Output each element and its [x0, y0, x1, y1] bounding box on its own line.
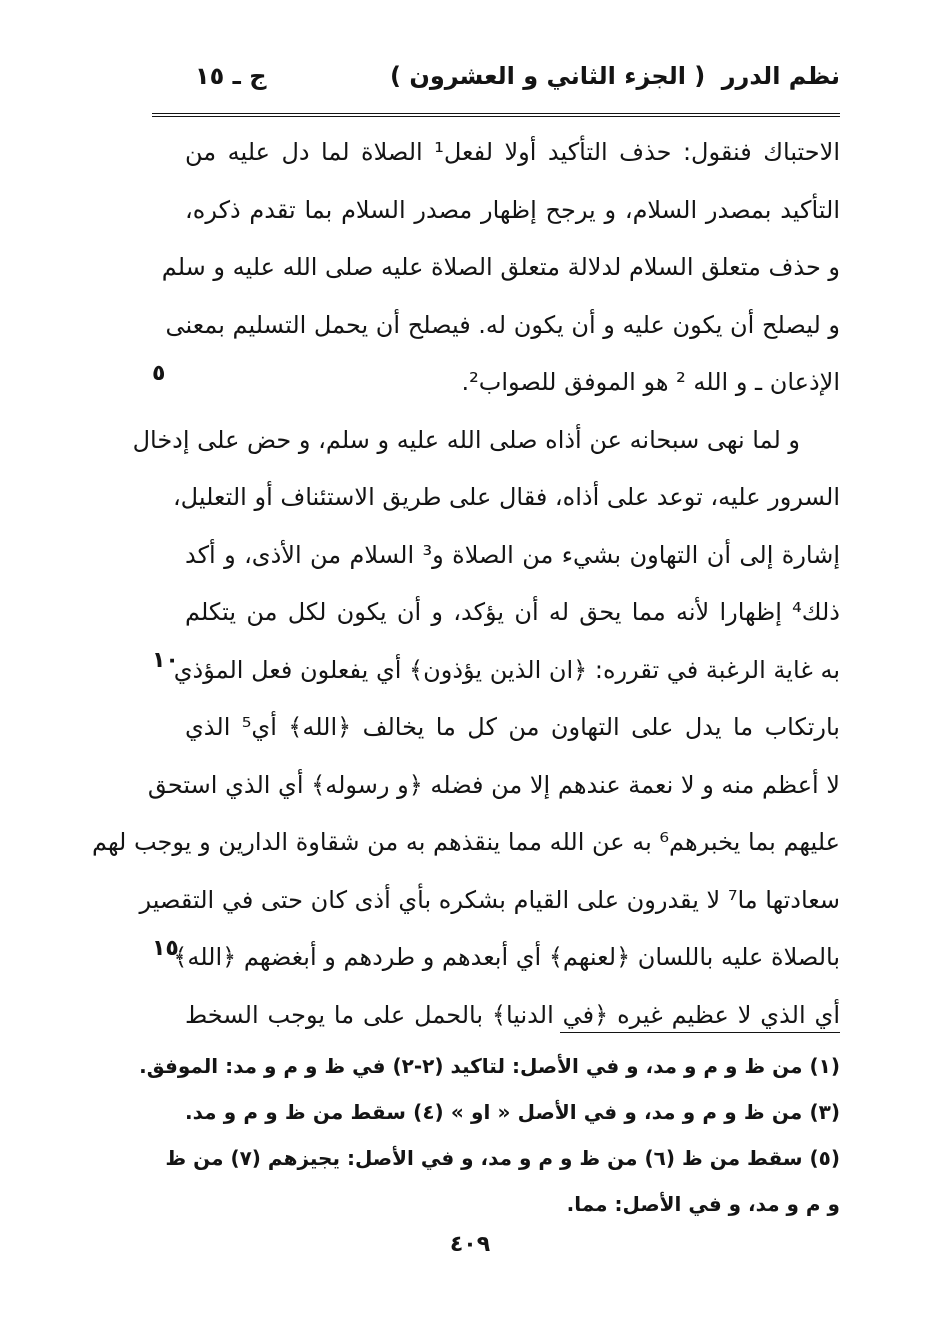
part-title: ( الجزء الثاني و العشرون ): [390, 62, 706, 90]
footnote-line: و م و مد، و في الأصل: مما.: [566, 1192, 840, 1216]
text-line: لا أعظم منه و لا نعمة عندهم إلا من فضله ﴿و رسوله﴾ أي الذي استحق: [147, 770, 840, 799]
book-title: نظم الدرر: [721, 62, 840, 90]
footnote-line: (١) من ظ و م و مد، و في الأصل: لتاكيد (٢-٢) في ظ و م و مد: الموفق.: [139, 1054, 840, 1078]
text-line: عليهم بما يخبرهم⁶ به عن الله مما ينقذهم به من شقاوة الدارين و يوجب لهم: [92, 828, 840, 856]
page-number: ٤٠٩: [449, 1232, 491, 1257]
text-line: بارتكاب ما يدل على التهاون من كل ما يخالف ﴿الله﴾ أي⁵ الذي: [185, 713, 840, 741]
line-number: ١٥: [152, 936, 179, 961]
text-line: بالصلاة عليه باللسان ﴿لعنهم﴾ أي أبعدهم و طردهم و أبغضهم ﴿الله﴾: [173, 943, 840, 971]
text-line: ذلك⁴ إظهارا لأنه مما يحق له أن يؤكد، و أن يكون لكل من يتكلم: [185, 598, 840, 626]
footnotes: [139, 1043, 840, 1227]
header-rule: [152, 113, 840, 117]
text-line: إشارة إلى أن التهاون بشيء من الصلاة و³ السلام من الأذى، و أكد: [185, 540, 840, 569]
footnote-rule: [560, 1032, 840, 1033]
line-number: ٥: [152, 361, 166, 386]
text-line: سعادتها ما⁷ لا يقدرون على القيام بشكره بأي أذى كان حتى في التقصير: [139, 885, 840, 914]
running-header: [150, 62, 840, 102]
volume-label: ج ـ ١٥: [195, 62, 267, 90]
text-line: به غاية الرغبة في تقرره: ﴿ان الذين يؤذون﴾ أي يفعلون فعل المؤذي: [173, 655, 840, 684]
text-line: الإذعان ـ و الله ² هو الموفق للصواب².: [461, 368, 840, 396]
text-line: السرور عليه، توعد على أذاه، فقال على طريق الاستئناف أو التعليل،: [172, 483, 840, 511]
text-line: و لما نهى سبحانه عن أذاه صلى الله عليه و سلم، و حض على إدخال: [132, 425, 800, 454]
text-line: أي الذي لا عظيم غيره ﴿في الدنيا﴾ بالحمل على ما يوجب السخط: [185, 1000, 840, 1029]
text-line: و ليصلح أن يكون عليه و أن يكون له. فيصلح أن يحمل التسليم بمعنى: [165, 310, 840, 339]
text-line: الاحتباك فنقول: حذف التأكيد أولا لفعل¹ الصلاة لما دل عليه من: [185, 138, 840, 166]
footnote-line: (٣) من ظ و م و مد، و في الأصل « او » (٤) سقط من ظ و م و مد.: [185, 1100, 840, 1124]
text-line: و حذف متعلق السلام لدلالة متعلق الصلاة عليه صلى الله عليه و سلم: [161, 253, 840, 281]
text-line: التأكيد بمصدر السلام، و يرجح إظهار مصدر السلام بما تقدم ذكره،: [185, 195, 840, 224]
line-number: ١٠: [152, 648, 179, 673]
footnote-line: (٥) سقط من ظ (٦) من ظ و م و مد، و في الأصل: يجيزهم (٧) من ظ: [165, 1146, 840, 1170]
